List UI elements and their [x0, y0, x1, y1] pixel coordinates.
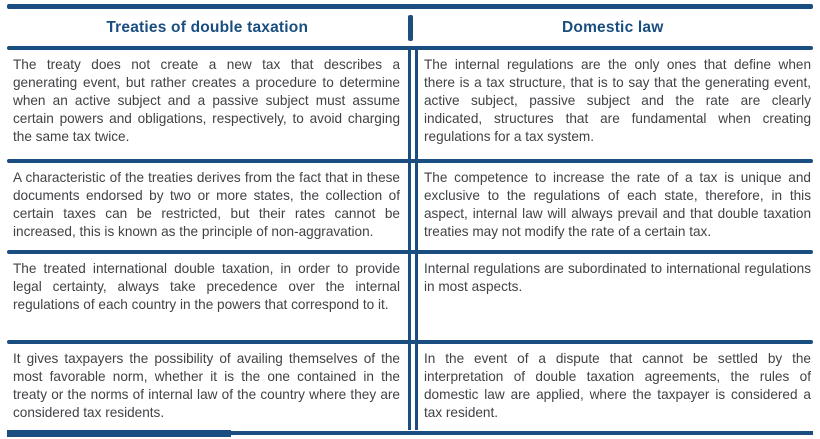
treaties-cell-2: A characteristic of the treaties derives from the fact that in these documents endorsed by two or more states, the collection of certain taxes can be restricted, but their rates cannot be increased, this is known as the principle of non-aggravation.	[7, 163, 411, 250]
bottom-rule-thick-segment	[7, 430, 231, 437]
treaties-cell-4: It gives taxpayers the possibility of availing themselves of the most favorable norm, whether it is the one contained in the treaty or the norms of internal law of the country where they are considered tax residents.	[7, 344, 411, 430]
domestic-cell-3: Internal regulations are subordinated to international regulations in most aspects.	[415, 254, 813, 340]
table-bottom-rule	[7, 430, 813, 437]
treaties-cell-1: The treaty does not create a new tax that describes a generating event, but rather creates a procedure to determine when an active subject and a passive subject must assume certain powers and obligations, respectively, to avoid charging the same tax twice.	[7, 50, 411, 159]
table-header-row	[7, 9, 813, 46]
domestic-cell-4: In the event of a dispute that cannot be settled by the interpretation of double taxation agreements, the rules of domestic law are applied, where the taxpayer is considered a tax resident.	[415, 344, 813, 430]
table-row	[7, 344, 813, 430]
table-row	[7, 163, 813, 250]
domestic-cell-1: The internal regulations are the only ones that define when there is a tax structure, that is to say that the generating event, active subject, passive subject and the rate are clearly indicated, structures that are fundamental when creating regulations for a tax system.	[415, 50, 813, 159]
column-header-domestic-law: Domestic law	[562, 18, 664, 36]
domestic-cell-2: The competence to increase the rate of a tax is unique and exclusive to the regulations of each state, therefore, in this aspect, internal law will always prevail and that double taxation treaties may not modify the rate of a certain tax.	[415, 163, 813, 250]
column-header-treaties: Treaties of double taxation	[106, 18, 309, 36]
table-row	[7, 254, 813, 340]
bottom-rule-thin-segment	[231, 431, 813, 435]
treaties-cell-3: The treated international double taxation, in order to provide legal certainty, always take precedence over the internal regulations of each country in the powers that correspond to it.	[7, 254, 411, 340]
table-row	[7, 50, 813, 159]
double-taxation-comparison-table	[7, 4, 813, 437]
